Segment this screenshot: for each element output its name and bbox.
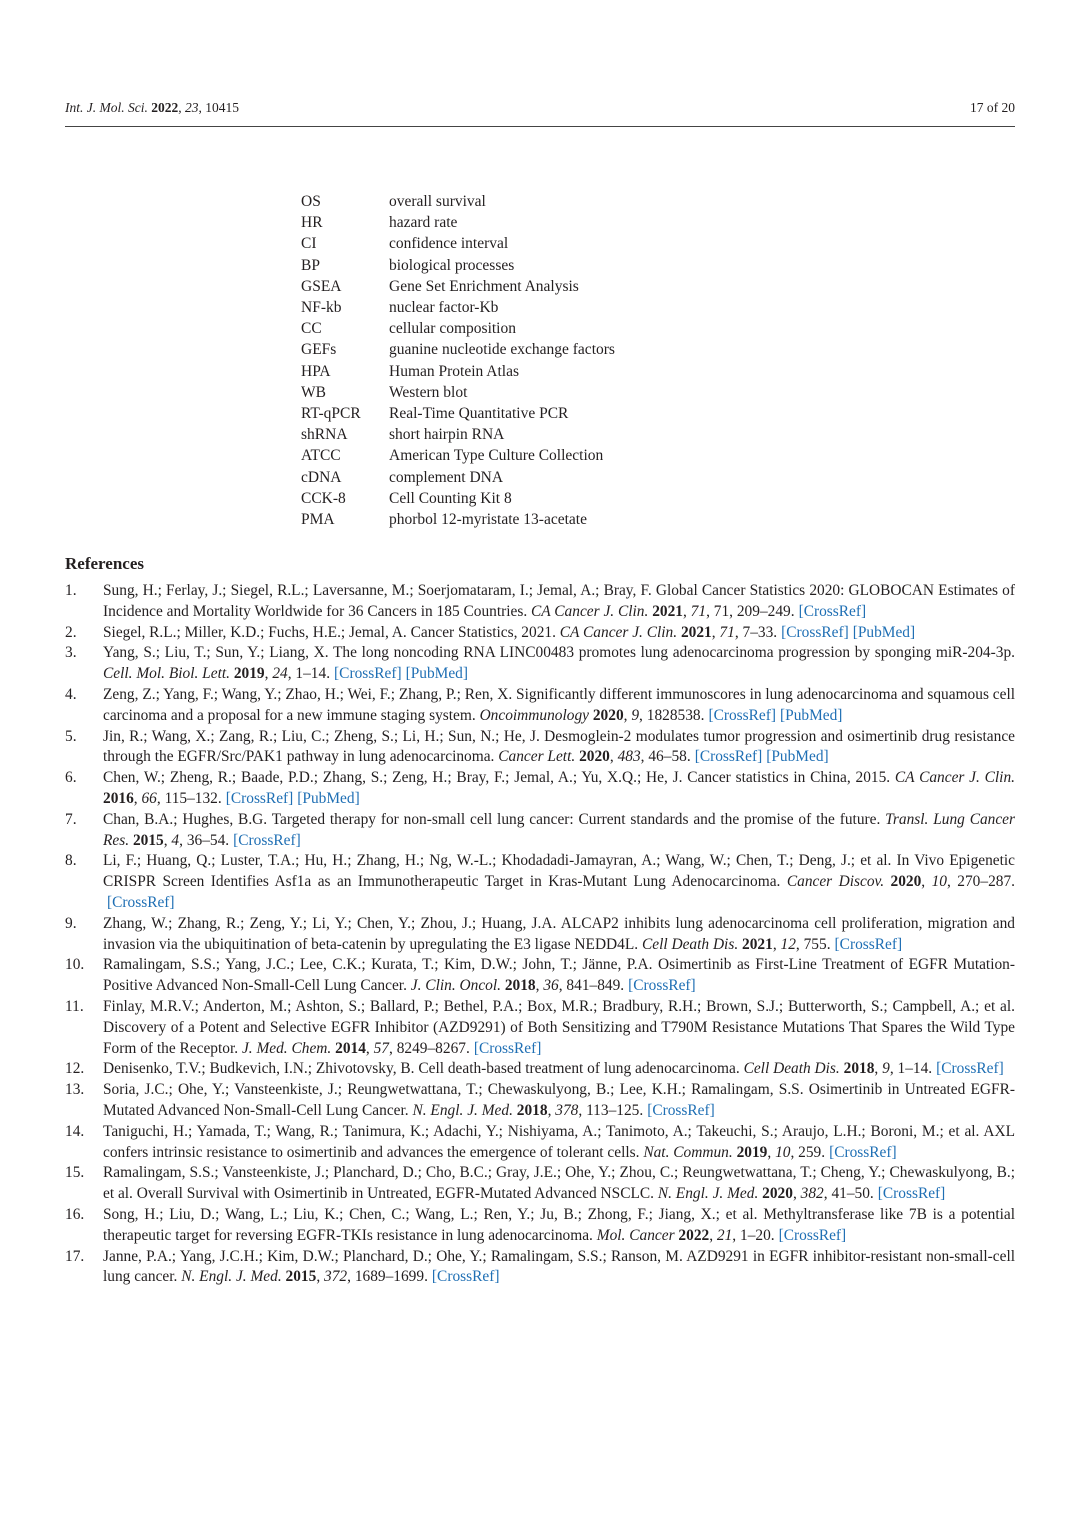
reference-body: Zhang, W.; Zhang, R.; Zeng, Y.; Li, Y.; Chen, Y.; Zhou, J.; Huang, J.A. ALCAP2 inhibits lung adenocarcinoma cell proliferation, migration and invasion via the ubiquitination of beta-catenin by upregulating the E3 ligase NEDD4L. Cell Death Dis. 2021, 12, 755. [CrossRef] — [103, 914, 1015, 953]
abbreviation-row — [301, 488, 615, 509]
reference-number: 1. — [65, 582, 77, 599]
reference-volume: 382 — [800, 1185, 824, 1203]
crossref-link[interactable]: [CrossRef] — [647, 1101, 715, 1119]
reference-item — [65, 1205, 1015, 1247]
abbreviation-row — [301, 509, 615, 530]
reference-pages: 36–54. — [186, 831, 230, 849]
crossref-link[interactable]: [CrossRef] — [834, 935, 903, 953]
reference-journal: Oncoimmunology — [479, 706, 589, 724]
crossref-link[interactable]: [CrossRef] — [628, 977, 696, 995]
abbreviation-definition: complement DNA — [389, 468, 504, 486]
reference-text: Song, H.; Liu, D.; Wang, L.; Liu, K.; Chen, C.; Wang, L.; Ren, Y.; Ju, B.; Zhong, F.; Jiang, X.; et al. Methyltransferase like 7B is a potential therapeutic target for reversing EGFR-TKIs resistance in lung adenocarcinoma. — [103, 1205, 1015, 1244]
abbreviation-row — [301, 318, 615, 339]
crossref-link[interactable]: [CrossRef] — [781, 623, 849, 641]
abbreviation-row — [301, 339, 615, 360]
abbreviation-definition: Western blot — [389, 383, 468, 401]
pubmed-link[interactable]: [PubMed] — [405, 665, 469, 683]
reference-journal: Mol. Cancer — [596, 1226, 675, 1244]
reference-body: Ramalingam, S.S.; Yang, J.C.; Lee, C.K.; Kurata, T.; Kim, D.W.; John, T.; Jänne, P.A. Osimertinib as First-Line Treatment of EGFR Mutation-Positive Advanced Non-Small-Cell Lung Cancer. J. Clin. Oncol. 2018, 36, 841–849. [CrossRef] — [103, 956, 1015, 995]
abbreviation-term: CI — [301, 235, 317, 253]
reference-volume: 21 — [716, 1226, 733, 1244]
reference-body: Soria, J.C.; Ohe, Y.; Vansteenkiste, J.; Reungwetwattana, T.; Chewaskulyong, B.; Lee, K.H.; Ramalingam, S.S. Osimertinib in Untreated EGFR-Mutated Advanced Non-Small-Cell Lung Cancer. N. Engl. J. Med. 2018, 378, 113–125. [CrossRef] — [103, 1081, 1015, 1119]
reference-body: Li, F.; Huang, Q.; Luster, T.A.; Hu, H.; Zhang, H.; Ng, W.-L.; Khodadadi-Jamayran, A.; Wang, W.; Chen, T.; Deng, J.; et al. In Vivo Epigenetic CRISPR Screen Identifies Asf1a as an Immunotherapeutic Target in Kras-Mutant Lung Adenocarcinoma. Cancer Discov. 2020, 10, 270–287.[CrossRef] — [103, 852, 1015, 911]
reference-journal: Cell Death Dis. — [641, 935, 739, 953]
abbreviation-definition: biological processes — [389, 256, 515, 274]
reference-volume: 12 — [780, 935, 796, 953]
reference-year: 2018 — [843, 1060, 875, 1078]
reference-text: Li, F.; Huang, Q.; Luster, T.A.; Hu, H.; Zhang, H.; Ng, W.-L.; Khodadadi-Jamayran, A.; Wang, W.; Chen, T.; Deng, J.; et al. In Vivo Epigenetic CRISPR Screen Identifies Asf1a as an Immunotherapeutic Target in Kras-Mutant Lung Adenocarcinoma. — [103, 852, 1015, 891]
abbreviation-definition: Human Protein Atlas — [389, 362, 520, 380]
reference-year: 2015 — [132, 831, 164, 849]
reference-pages: 8249–8267. — [396, 1039, 470, 1057]
reference-number: 6. — [65, 769, 77, 787]
reference-journal: J. Med. Chem. — [241, 1039, 332, 1057]
reference-number: 15. — [65, 1164, 85, 1182]
reference-number: 2. — [65, 623, 77, 641]
abbreviation-term: RT-qPCR — [301, 405, 361, 423]
reference-text: Chen, W.; Zheng, R.; Baade, P.D.; Zhang, S.; Zeng, H.; Bray, F.; Jemal, A.; Yu, X.Q.; He, J. Cancer statistics in China, 2015. — [103, 769, 891, 787]
abbreviation-definition: nuclear factor-Kb — [389, 299, 499, 317]
reference-number: 14. — [65, 1122, 85, 1140]
abbreviation-definition: overall survival — [389, 193, 486, 210]
reference-body: Janne, P.A.; Yang, J.C.H.; Kim, D.W.; Planchard, D.; Ohe, Y.; Ramalingam, S.S.; Ranson, M. AZD9291 in EGFR inhibitor-resistant non-small-cell lung cancer. N. Engl. J. Med. 2015, 372, 1689–1699. [CrossRef] — [103, 1247, 1015, 1286]
reference-item — [65, 1059, 1015, 1080]
reference-body: Yang, S.; Liu, T.; Sun, Y.; Liang, X. The long noncoding RNA LINC00483 promotes lung adenocarcinoma progression by sponging miR-204-3p. Cell. Mol. Biol. Lett. 2019, 24, 1–14. [CrossRef] [PubMed] — [103, 644, 1015, 683]
reference-pages: 1–14. — [897, 1060, 933, 1078]
abbreviation-term: CC — [301, 320, 322, 338]
reference-text: Jin, R.; Wang, X.; Zang, R.; Liu, C.; Zheng, S.; Li, H.; Sun, N.; He, J. Desmoglein-2 modulates tumor progression and osimertinib drug resistance through the EGFR/Src/PAK1 pathway in lung adenocarcinoma. — [103, 727, 1015, 766]
reference-pages: 46–58. — [648, 748, 691, 766]
reference-text: Ramalingam, S.S.; Yang, J.C.; Lee, C.K.; Kurata, T.; Kim, D.W.; John, T.; Jänne, P.A. Osimertinib as First-Line Treatment of EGFR Mutation-Positive Advanced Non-Small-Cell Lung Cancer. — [103, 956, 1015, 995]
abbreviation-term: cDNA — [301, 468, 342, 486]
reference-text: Zhang, W.; Zhang, R.; Zeng, Y.; Li, Y.; Chen, Y.; Zhou, J.; Huang, J.A. ALCAP2 inhibits lung adenocarcinoma cell proliferation, migration and invasion via the ubiquitination of beta-catenin by upregulating the E3 ligase NEDD4L. — [103, 914, 1015, 953]
reference-pages: 259. — [798, 1143, 826, 1161]
reference-journal: Nat. Commun. — [643, 1143, 733, 1161]
abbreviation-term: shRNA — [301, 426, 348, 444]
reference-body: Denisenko, T.V.; Budkevich, I.N.; Zhivotovsky, B. Cell death-based treatment of lung adenocarcinoma. Cell Death Dis. 2018, 9, 1–14. [CrossRef] — [103, 1060, 1004, 1078]
reference-journal: J. Clin. Oncol. — [410, 977, 501, 995]
page-header — [65, 100, 1015, 116]
crossref-link[interactable]: [CrossRef] — [694, 748, 763, 766]
reference-body: Zeng, Z.; Yang, F.; Wang, Y.; Zhao, H.; Wei, F.; Zhang, P.; Ren, X. Significantly different immunoscores in lung adenocarcinoma and squamous cell carcinoma and a proposal for a new immune staging system. Oncoimmunology 2020, 9, 1828538. [CrossRef] [PubMed] — [103, 685, 1015, 724]
abbreviation-row — [301, 403, 615, 424]
reference-number: 8. — [65, 852, 77, 870]
reference-year: 2014 — [335, 1039, 366, 1057]
abbreviation-row — [301, 191, 615, 212]
reference-text: Siegel, R.L.; Miller, K.D.; Fuchs, H.E.; Jemal, A. Cancer Statistics, 2021. — [103, 623, 556, 641]
reference-text: Zeng, Z.; Yang, F.; Wang, Y.; Zhao, H.; Wei, F.; Zhang, P.; Ren, X. Significantly different immunoscores in lung adenocarcinoma and squamous cell carcinoma and a proposal for a new immune staging system. — [103, 685, 1015, 724]
reference-item — [65, 727, 1015, 769]
abbreviation-definition: cellular composition — [389, 320, 516, 338]
header-divider — [65, 126, 1015, 127]
abbreviation-term: WB — [301, 383, 326, 401]
reference-text: Chan, B.A.; Hughes, B.G. Targeted therapy for non-small cell lung cancer: Current standards and the promise of the future. — [103, 810, 881, 828]
crossref-link[interactable]: [CrossRef] — [473, 1039, 542, 1057]
abbreviation-definition: Real-Time Quantitative PCR — [389, 405, 569, 423]
reference-pages: 1828538. — [646, 706, 705, 724]
crossref-link[interactable]: [CrossRef] — [877, 1185, 946, 1203]
abbreviation-row — [301, 382, 615, 403]
reference-pages: 115–132. — [164, 789, 222, 807]
reference-item — [65, 1080, 1015, 1122]
reference-text: Denisenko, T.V.; Budkevich, I.N.; Zhivotovsky, B. Cell death-based treatment of lung adenocarcinoma. — [103, 1060, 740, 1078]
abbreviation-definition: Cell Counting Kit 8 — [389, 489, 512, 507]
reference-journal: N. Engl. J. Med. — [412, 1101, 513, 1119]
journal-article: 10415 — [205, 100, 239, 115]
reference-item — [65, 914, 1015, 956]
abbreviation-definition: Gene Set Enrichment Analysis — [389, 277, 579, 295]
reference-pages: 7–33. — [742, 623, 778, 641]
abbreviation-term: BP — [301, 256, 320, 274]
abbreviation-definition: guanine nucleotide exchange factors — [389, 341, 615, 359]
references-list — [65, 581, 1015, 1288]
abbreviation-row — [301, 361, 615, 382]
pubmed-link[interactable]: [PubMed] — [780, 706, 843, 724]
reference-number: 9. — [65, 914, 77, 932]
reference-journal: CA Cancer J. Clin. — [559, 623, 678, 641]
abbreviation-term: CCK-8 — [301, 489, 346, 507]
journal-volume: 23 — [184, 100, 199, 115]
abbreviation-definition: American Type Culture Collection — [389, 447, 604, 465]
reference-journal: CA Cancer J. Clin. — [531, 602, 649, 620]
reference-year: 2022 — [678, 1226, 710, 1244]
reference-body: Sung, H.; Ferlay, J.; Siegel, R.L.; Laversanne, M.; Soerjomataram, I.; Jemal, A.; Bray, F. Global Cancer Statistics 2020: GLOBOCAN Estimates of Incidence and Mortality Worldwide for 36 Cancers in 185 Countries. CA Cancer J. Clin. 2021, 71, 71, 209–249. [CrossRef] — [103, 582, 1015, 620]
reference-journal: CA Cancer J. Clin. — [894, 769, 1015, 787]
reference-text: Finlay, M.R.V.; Anderton, M.; Ashton, S.; Ballard, P.; Bethel, P.A.; Box, M.R.; Bradbury, R.H.; Brown, S.J.; Butterworth, S.; Campbell, A.; et al. Discovery of a Potent and Selective EGFR Inhibitor (AZD9291) of Both Sensitizing and T790M Resistance Mutations That Spares the Wild Type Form of the Receptor. — [103, 997, 1015, 1057]
reference-volume: 10 — [775, 1143, 791, 1161]
abbreviation-definition: hazard rate — [389, 214, 458, 232]
abbreviation-term: ATCC — [301, 447, 341, 465]
abbreviation-term: HPA — [301, 362, 331, 380]
reference-year: 2020 — [890, 873, 922, 891]
reference-pages: 41–50. — [831, 1185, 874, 1203]
reference-volume: 71 — [719, 623, 735, 641]
reference-year: 2018 — [504, 977, 536, 995]
reference-volume: 36 — [543, 977, 559, 995]
page-number: 17 of 20 — [970, 100, 1015, 115]
reference-item — [65, 768, 1015, 810]
reference-volume: 57 — [373, 1039, 389, 1057]
reference-item — [65, 581, 1015, 623]
reference-year: 2015 — [285, 1268, 317, 1286]
reference-item — [65, 997, 1015, 1059]
abbreviation-row — [301, 255, 615, 276]
abbreviation-row — [301, 297, 615, 318]
reference-volume: 9 — [882, 1060, 890, 1078]
reference-number: 4. — [65, 685, 77, 703]
abbreviation-row — [301, 424, 615, 445]
reference-journal: Cell. Mol. Biol. Lett. — [103, 665, 230, 683]
reference-year: 2018 — [516, 1101, 548, 1119]
reference-pages: 270–287. — [957, 873, 1015, 891]
abbreviations-table — [301, 191, 615, 530]
reference-volume: 10 — [931, 873, 947, 891]
reference-volume: 372 — [324, 1268, 348, 1286]
abbreviation-row — [301, 212, 615, 233]
reference-text: Sung, H.; Ferlay, J.; Siegel, R.L.; Laversanne, M.; Soerjomataram, I.; Jemal, A.; Bray, F. Global Cancer Statistics 2020: GLOBOCAN Estimates of Incidence and Mortality Worldwide for 36 Cancers in 185 Countries. — [103, 582, 1015, 620]
reference-volume: 4 — [171, 831, 180, 849]
crossref-link[interactable]: [CrossRef] — [798, 602, 867, 620]
reference-volume: 9 — [631, 706, 640, 724]
reference-volume: 66 — [141, 789, 157, 807]
abbreviation-row — [301, 276, 615, 297]
pubmed-link[interactable]: [PubMed] — [297, 789, 360, 807]
reference-pages: 113–125. — [586, 1101, 644, 1119]
crossref-link[interactable]: [CrossRef] — [829, 1143, 897, 1161]
reference-body: Jin, R.; Wang, X.; Zang, R.; Liu, C.; Zheng, S.; Li, H.; Sun, N.; He, J. Desmoglein-2 modulates tumor progression and osimertinib drug resistance through the EGFR/Src/PAK1 pathway in lung adenocarcinoma. Cancer Lett. 2020, 483, 46–58. [CrossRef] [PubMed] — [103, 727, 1015, 766]
abbreviation-term: PMA — [301, 511, 335, 529]
crossref-link[interactable]: [CrossRef] — [936, 1060, 1004, 1078]
reference-year: 2021 — [742, 935, 773, 953]
reference-journal: Transl. Lung Cancer Res. — [103, 810, 1015, 849]
reference-volume: 483 — [617, 748, 641, 766]
crossref-link[interactable]: [CrossRef] — [225, 789, 294, 807]
reference-item — [65, 955, 1015, 997]
reference-body: Song, H.; Liu, D.; Wang, L.; Liu, K.; Chen, C.; Wang, L.; Ren, Y.; Ju, B.; Zhong, F.; Jiang, X.; et al. Methyltransferase like 7B is a potential therapeutic target for reversing EGFR-TKIs resistance in lung adenocarcinoma. Mol. Cancer 2022, 21, 1–20. [CrossRef] — [103, 1205, 1015, 1244]
reference-number: 10. — [65, 956, 85, 974]
reference-body: Finlay, M.R.V.; Anderton, M.; Ashton, S.; Ballard, P.; Bethel, P.A.; Box, M.R.; Bradbury, R.H.; Brown, S.J.; Butterworth, S.; Campbell, A.; et al. Discovery of a Potent and Selective EGFR Inhibitor (AZD9291) of Both Sensitizing and T790M Resistance Mutations That Spares the Wild Type Form of the Receptor. J. Med. Chem. 2014, 57, 8249–8267. [CrossRef] — [103, 997, 1015, 1057]
abbreviation-row — [301, 233, 615, 254]
crossref-link[interactable]: [CrossRef] — [334, 665, 402, 683]
reference-year: 2019 — [233, 665, 265, 683]
reference-pages: 1–20. — [740, 1226, 775, 1244]
journal-citation: Int. J. Mol. Sci. 2022, 23, 10415 — [65, 100, 239, 115]
abbreviation-term: OS — [301, 193, 321, 210]
pubmed-link[interactable]: [PubMed] — [852, 623, 916, 641]
reference-year: 2020 — [762, 1185, 793, 1203]
abbreviation-row — [301, 445, 615, 466]
reference-number: 13. — [65, 1081, 85, 1099]
reference-volume: 71 — [690, 602, 707, 620]
reference-year: 2021 — [652, 602, 683, 620]
reference-number: 12. — [65, 1060, 85, 1078]
journal-year: 2022 — [151, 100, 179, 115]
reference-number: 5. — [65, 727, 77, 745]
crossref-link[interactable]: [CrossRef] — [708, 706, 777, 724]
reference-pages: 1–14. — [295, 665, 331, 683]
reference-year: 2020 — [592, 706, 624, 724]
reference-item — [65, 851, 1015, 913]
reference-pages: 755. — [803, 935, 831, 953]
reference-journal: Cancer Lett. — [498, 748, 576, 766]
abbreviation-term: GSEA — [301, 277, 342, 295]
reference-journal: N. Engl. J. Med. — [181, 1268, 282, 1286]
reference-item — [65, 643, 1015, 685]
crossref-link[interactable]: [CrossRef] — [778, 1226, 847, 1244]
abbreviation-definition: phorbol 12-myristate 13-acetate — [389, 511, 587, 529]
reference-item — [65, 1247, 1015, 1289]
reference-item — [65, 685, 1015, 727]
crossref-link[interactable]: [CrossRef] — [233, 831, 301, 849]
reference-body: Chan, B.A.; Hughes, B.G. Targeted therapy for non-small cell lung cancer: Current standards and the promise of the future. Transl. Lung Cancer Res. 2015, 4, 36–54. [CrossRef] — [103, 810, 1015, 849]
reference-body: Taniguchi, H.; Yamada, T.; Wang, R.; Tanimura, K.; Adachi, Y.; Nishiyama, A.; Tanimoto, A.; Takeuchi, S.; Araujo, L.H.; Boroni, M.; et al. AXL confers intrinsic resistance to osimertinib and advances the emergence of tolerant cells. Nat. Commun. 2019, 10, 259. [CrossRef] — [103, 1122, 1015, 1161]
reference-volume: 378 — [555, 1101, 579, 1119]
abbreviation-definition: short hairpin RNA — [389, 426, 505, 444]
crossref-link[interactable]: [CrossRef] — [431, 1268, 500, 1286]
reference-number: 11. — [65, 997, 84, 1015]
reference-pages: 1689–1699. — [354, 1268, 428, 1286]
abbreviation-term: HR — [301, 214, 323, 232]
reference-journal: N. Engl. J. Med. — [657, 1185, 759, 1203]
reference-year: 2021 — [680, 623, 712, 641]
reference-journal: Cancer Discov. — [786, 873, 885, 891]
crossref-link[interactable]: [CrossRef] — [107, 893, 175, 911]
reference-text: Ramalingam, S.S.; Vansteenkiste, J.; Planchard, D.; Cho, B.C.; Gray, J.E.; Ohe, Y.; Zhou, C.; Reungwetwattana, T.; Cheng, Y.; Chewaskulyong, B.; et al. Overall Survival with Osimertinib in Untreated, EGFR-Mutated Advanced NSCLC. — [103, 1164, 1015, 1203]
reference-item — [65, 623, 1015, 644]
abbreviation-term: NF-kb — [301, 299, 342, 317]
reference-text: Yang, S.; Liu, T.; Sun, Y.; Liang, X. The long noncoding RNA LINC00483 promotes lung adenocarcinoma progression by sponging miR-204-3p. — [103, 644, 1015, 662]
reference-number: 16. — [65, 1205, 85, 1223]
reference-text: Taniguchi, H.; Yamada, T.; Wang, R.; Tanimura, K.; Adachi, Y.; Nishiyama, A.; Tanimoto, A.; Takeuchi, S.; Araujo, L.H.; Boroni, M.; et al. AXL confers intrinsic resistance to osimertinib and advances the emergence of tolerant cells. — [103, 1122, 1015, 1161]
reference-year: 2020 — [579, 748, 610, 766]
pubmed-link[interactable]: [PubMed] — [766, 748, 829, 766]
reference-number: 3. — [65, 644, 77, 662]
reference-text: Soria, J.C.; Ohe, Y.; Vansteenkiste, J.; Reungwetwattana, T.; Chewaskulyong, B.; Lee, K.H.; Ramalingam, S.S. Osimertinib in Untreated EGFR-Mutated Advanced Non-Small-Cell Lung Cancer. — [103, 1081, 1015, 1119]
reference-item — [65, 810, 1015, 852]
reference-number: 7. — [65, 810, 77, 828]
abbreviation-row — [301, 467, 615, 488]
reference-body: Ramalingam, S.S.; Vansteenkiste, J.; Planchard, D.; Cho, B.C.; Gray, J.E.; Ohe, Y.; Zhou, C.; Reungwetwattana, T.; Cheng, Y.; Chewaskulyong, B.; et al. Overall Survival with Osimertinib in Untreated, EGFR-Mutated Advanced NSCLC. N. Engl. J. Med. 2020, 382, 41–50. [CrossRef] — [103, 1164, 1015, 1203]
reference-year: 2016 — [103, 789, 134, 807]
reference-item — [65, 1163, 1015, 1205]
reference-body: Siegel, R.L.; Miller, K.D.; Fuchs, H.E.; Jemal, A. Cancer Statistics, 2021. CA Cancer J. Clin. 2021, 71, 7–33. [CrossRef] [PubMed] — [103, 623, 916, 641]
reference-volume: 24 — [272, 665, 288, 683]
abbreviation-term: GEFs — [301, 341, 337, 359]
journal-abbrev: Int. J. Mol. Sci. — [65, 100, 148, 115]
reference-pages: 71, 209–249. — [713, 602, 795, 620]
reference-journal: Cell Death Dis. — [743, 1060, 840, 1078]
reference-body: Chen, W.; Zheng, R.; Baade, P.D.; Zhang, S.; Zeng, H.; Bray, F.; Jemal, A.; Yu, X.Q.; He, J. Cancer statistics in China, 2015. CA Cancer J. Clin. 2016, 66, 115–132. [CrossRef] [PubMed] — [103, 769, 1015, 807]
abbreviation-definition: confidence interval — [389, 235, 509, 253]
reference-year: 2019 — [736, 1143, 768, 1161]
reference-item — [65, 1122, 1015, 1164]
reference-text: Janne, P.A.; Yang, J.C.H.; Kim, D.W.; Planchard, D.; Ohe, Y.; Ramalingam, S.S.; Ranson, M. AZD9291 in EGFR inhibitor-resistant non-small-cell lung cancer. — [103, 1247, 1015, 1286]
references-heading: References — [65, 554, 144, 573]
reference-pages: 841–849. — [566, 977, 625, 995]
reference-number: 17. — [65, 1247, 85, 1265]
